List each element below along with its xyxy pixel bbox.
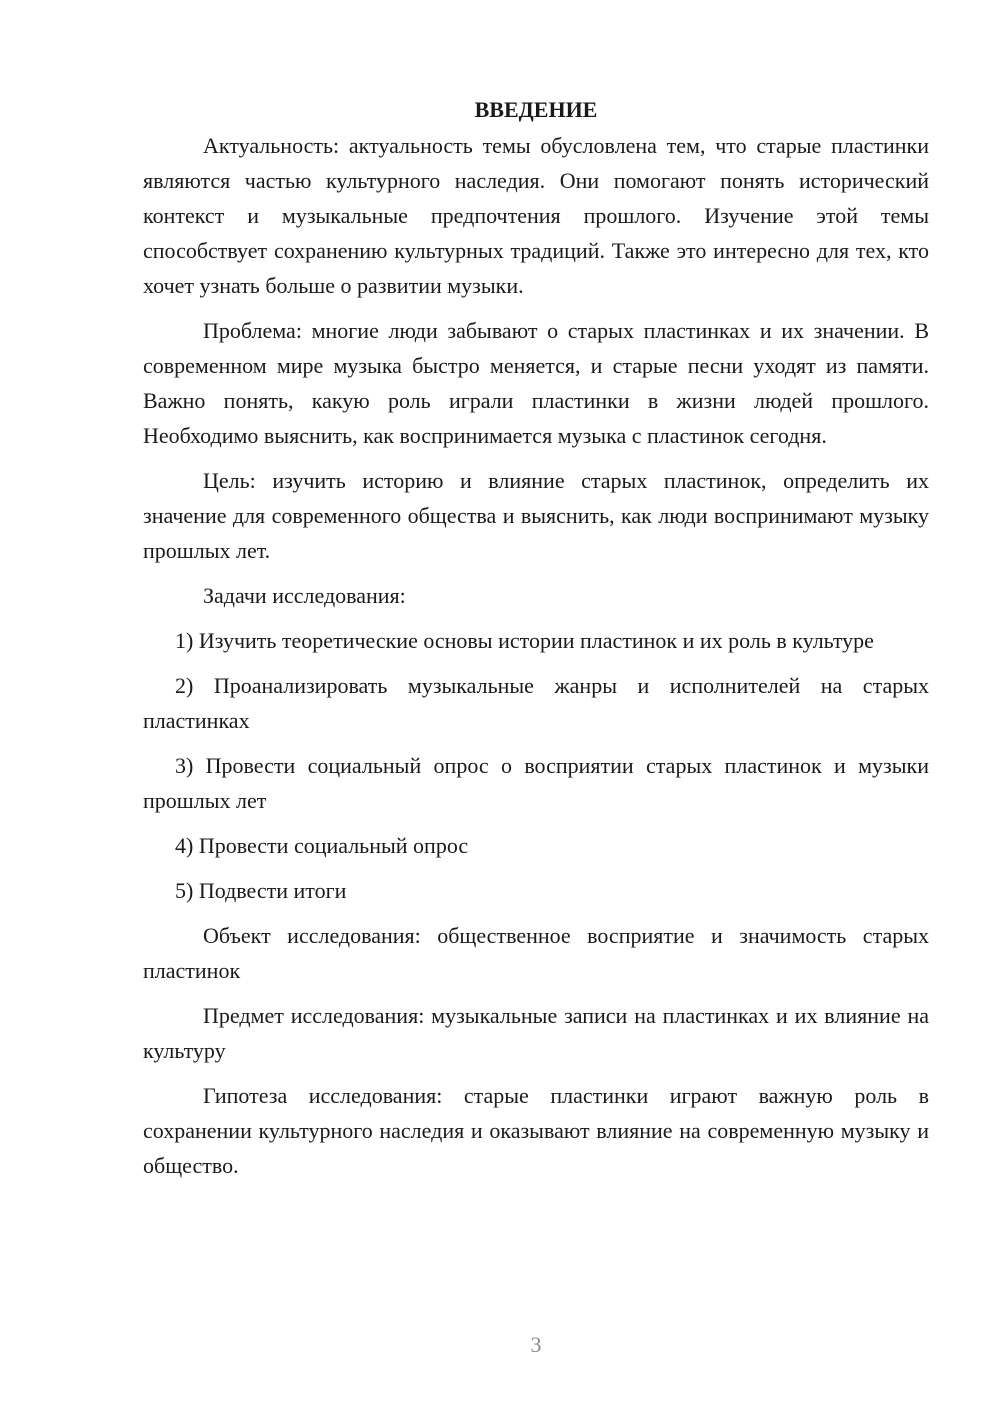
task-item-1: 1) Изучить теоретические основы истории пластинок и их роль в культуре: [175, 628, 874, 653]
task-item-5: 5) Подвести итоги: [175, 878, 347, 903]
research-object-paragraph: Объект исследования: общественное восприятие и значимость старых пластинок: [143, 923, 929, 983]
hypothesis-paragraph: Гипотеза исследования: старые пластинки играют важную роль в сохранении культурного наследия и оказывают влияние на современную музыку и общество.: [143, 1083, 929, 1178]
task-item-3: 3) Провести социальный опрос о восприятии старых пластинок и музыки прошлых лет: [143, 753, 929, 813]
goal-paragraph: Цель: изучить историю и влияние старых пластинок, определить их значение для современного общества и выяснить, как люди воспринимают музыку прошлых лет.: [143, 468, 929, 563]
task-item-4: 4) Провести социальный опрос: [175, 833, 469, 858]
problem-paragraph: Проблема: многие люди забывают о старых пластинках и их значении. В современном мире музыка быстро меняется, и старые песни уходят из памяти. Важно понять, какую роль играли пластинки в жизни людей прошлого. Необходимо выяснить, как воспринимается музыка с пластинок сегодня.: [143, 318, 929, 448]
relevance-paragraph: Актуальность: актуальность темы обусловлена тем, что старые пластинки являются частью культурного наследия. Они помогают понять исторический контекст и музыкальные предпочтения прошлого. Изучение этой темы способствует сохранению культурных традиций. Также это интересно для тех, кто хочет узнать больше о развитии музыки.: [143, 133, 929, 298]
document-body: [143, 92, 929, 1193]
section-title: ВВЕДЕНИЕ: [474, 97, 598, 122]
task-item-2: 2) Проанализировать музыкальные жанры и исполнителей на старых пластинках: [143, 673, 929, 733]
tasks-heading: Задачи исследования:: [203, 583, 406, 608]
research-subject-paragraph: Предмет исследования: музыкальные записи на пластинках и их влияние на культуру: [143, 1003, 929, 1063]
page-number: 3: [530, 1332, 542, 1357]
